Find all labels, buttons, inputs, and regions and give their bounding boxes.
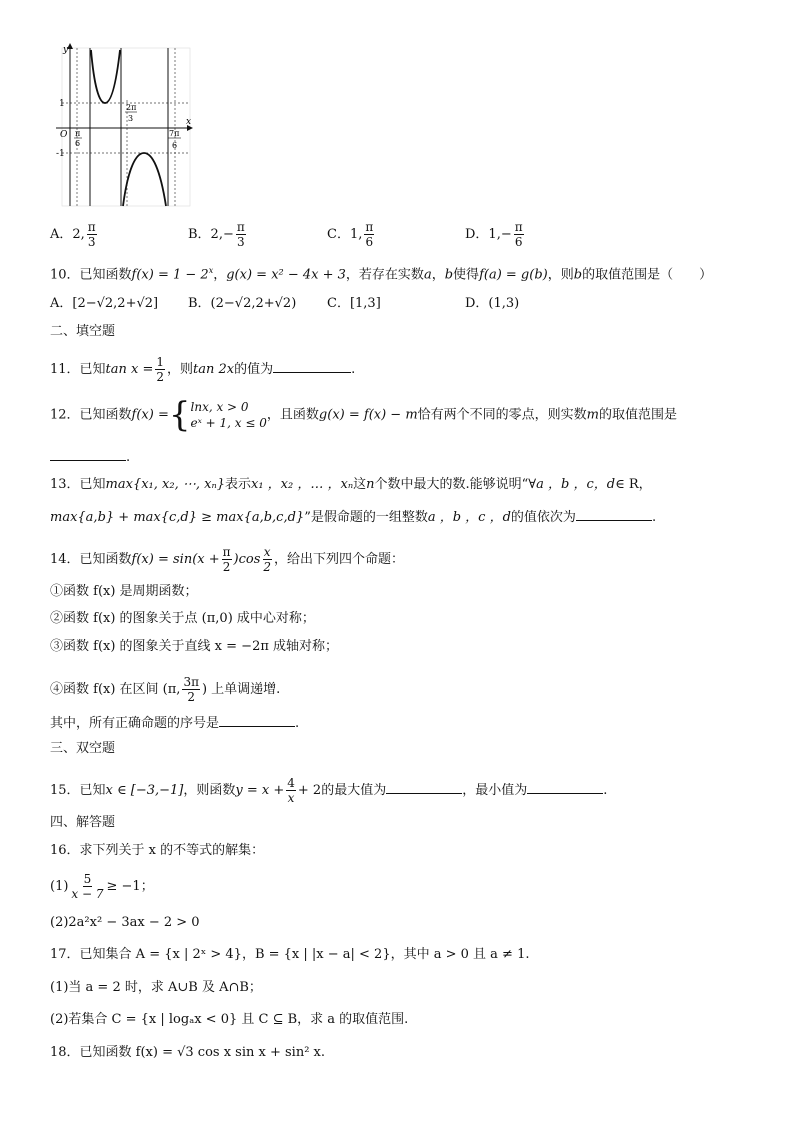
q13-line2: max{a,b} + max{c,d} ≥ max{a,b,c,d}”是假命题的一组整数a ，b ，c ，d的值依次为 . <box>50 510 657 525</box>
q18-stem: 18．已知函数 f(x) = √3 cos x sin x + sin² x. <box>50 1045 326 1060</box>
q14-proposition-1: ①函数 f(x) 是周期函数； <box>50 584 198 599</box>
q16-stem: 16．求下列关于 x 的不等式的解集： <box>50 843 265 858</box>
q17-stem: 17．已知集合 A = {x | 2ˣ > 4}，B = {x | |x − a| < 2}，其中 a > 0 且 a ≠ 1. <box>50 947 530 962</box>
q16-part-1: (1) $\frac{5}{x - 7}$ ≥ −1； <box>50 872 154 901</box>
q17-part-2: (2)若集合 C = {x | logₐx < 0} 且 C ⊆ B，求 a 的取值范围. <box>50 1012 409 1027</box>
svg-text:6: 6 <box>75 139 81 148</box>
y-axis-label: y <box>63 45 69 55</box>
q10-option-d: D．(1,3) <box>465 296 520 311</box>
q10-stem: 10．已知函数$f(x) = 1 - 2^x$，g(x) = x² − 4x + 3，若存在实数a，b使得f(a) = g(b)，则b的取值范围是（ ） <box>50 266 713 283</box>
svg-text:3: 3 <box>128 114 134 123</box>
section-fill-in: 二、填空题 <box>50 324 116 339</box>
q14-proposition-4: ④函数 f(x) 在区间 (π, $\frac{3\pi}{2}$ ) 上单调递增. <box>50 675 281 704</box>
q15: 15．已知x ∈ [−3,−1]，则函数y = x + $\frac{4}{x}$ + 2的最大值为 ，最小值为 . <box>50 776 608 805</box>
q14-proposition-3: ③函数 f(x) 的图象关于直线 x = −2π 成轴对称； <box>50 639 339 654</box>
q14-stem: 14．已知函数f(x) = sin(x + $\frac{\pi}{2}$ )cos $\frac{x}{2}$ ，给出下列四个命题： <box>50 545 405 574</box>
section-solve: 四、解答题 <box>50 815 116 830</box>
q12-blank: . <box>50 448 130 467</box>
svg-text:2π: 2π <box>126 103 137 112</box>
q10-option-c: C．[1,3] <box>327 296 381 311</box>
svg-text:7π: 7π <box>169 129 180 138</box>
q9-option-b: B．2,− $\frac{\pi}{3}$ <box>188 220 245 249</box>
x-axis-label: x <box>186 117 192 127</box>
q11: 11．已知tan x = $\frac{1}{2}$ ，则tan 2x的值为 . <box>50 355 356 384</box>
q14-answer: 其中，所有正确命题的序号是 . <box>50 716 300 731</box>
lower-branch <box>123 153 166 206</box>
function-graph <box>50 40 200 210</box>
tick-1: 1 <box>59 99 65 109</box>
q12: 12．已知函数f(x) = { lnx, x > 0 eˣ + 1, x ≤ 0 ，且函数g(x) = f(x) − m恰有两个不同的零点，则实数m的取值范围是 <box>50 395 678 435</box>
q17-part-1: (1)当 a = 2 时，求 A∪B 及 A∩B； <box>50 980 262 995</box>
q9-option-c: C．1, $\frac{\pi}{6}$ <box>327 220 374 249</box>
q10-option-b: B．(2−√2,2+√2) <box>188 296 297 311</box>
section-double-blank: 三、双空题 <box>50 741 116 756</box>
svg-text:6: 6 <box>172 141 178 150</box>
origin-label: O <box>60 130 68 140</box>
tick-neg1: -1 <box>56 149 65 159</box>
q10-option-a: A．[2−√2,2+√2] <box>50 296 159 311</box>
q14-proposition-2: ②函数 f(x) 的图象关于点 (π,0) 成中心对称； <box>50 611 315 626</box>
svg-text:π: π <box>75 129 81 138</box>
upper-branch <box>91 50 120 103</box>
q9-option-a: A．2, $\frac{\pi}{3}$ <box>50 220 96 249</box>
q16-part-2: (2)2a²x² − 3ax − 2 > 0 <box>50 915 200 930</box>
q13-line1: 13．已知max{x₁, x₂, ⋯, xₙ}表示x₁ ，x₂ ，… ，xₙ这n个数中最大的数.能够说明“∀a ，b ，c，d∈ R， <box>50 477 652 492</box>
q9-option-d: D．1,− $\frac{\pi}{6}$ <box>465 220 523 249</box>
